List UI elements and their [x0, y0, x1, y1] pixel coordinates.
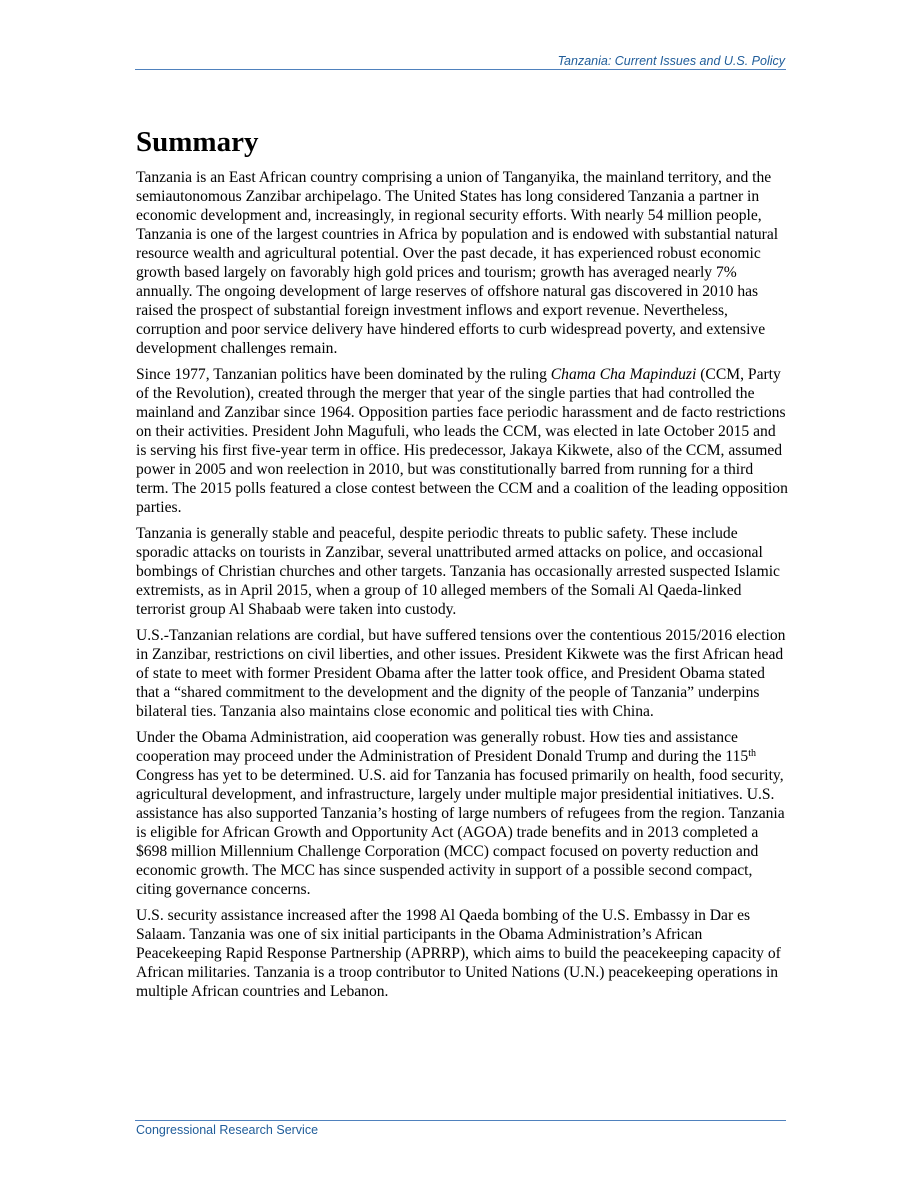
paragraph-politics: [136, 365, 788, 517]
header-rule: [135, 69, 786, 70]
section-heading: Summary: [136, 126, 259, 158]
running-header: Tanzania: Current Issues and U.S. Policy: [557, 54, 785, 68]
ordinal-superscript: th: [748, 748, 757, 759]
summary-section: [136, 124, 788, 1008]
paragraph-aid: [136, 728, 788, 899]
paragraph-security: Tanzania is generally stable and peaceful, despite periodic threats to public safety. These include sporadic attacks on tourists in Zanzibar, several unattributed armed attacks on police, and occasional bombings of Christian churches and other targets. Tanzania has occasionally arrested suspected Islamic extremists, as in April 2015, when a group of 10 alleged members of the Somali Al Qaeda-linked terrorist group Al Shabaab were taken into custody.: [136, 525, 780, 618]
footer-rule: [135, 1120, 786, 1121]
paragraph-text: (CCM, Party of the Revolution), created through the merger that year of the single parties that had controlled the mainland and Zanzibar since 1964. Opposition parties face periodic harassment and de facto restrictions on their activities. President John Magufuli, who leads the CCM, was elected in late October 2015 and is serving his first five-year term in office. His predecessor, Jakaya Kikwete, also of the CCM, assumed power in 2005 and won reelection in 2010, but was constitutionally barred from running for a third term. The 2015 polls featured a close contest between the CCM and a coalition of the leading opposition parties.: [136, 366, 788, 516]
party-name-italic: Chama Cha Mapinduzi: [550, 366, 697, 383]
paragraph-security-assistance: U.S. security assistance increased after the 1998 Al Qaeda bombing of the U.S. Embassy in Dar es Salaam. Tanzania was one of six initial participants in the Obama Administration’s African Peacekeeping Rapid Response Partnership (APRRP), which aims to build the peacekeeping capacity of African militaries. Tanzania is a troop contributor to United Nations (U.N.) peacekeeping operations in multiple African countries and Lebanon.: [136, 907, 781, 1000]
paragraph-relations: U.S.-Tanzanian relations are cordial, but have suffered tensions over the contentious 2015/2016 election in Zanzibar, restrictions on civil liberties, and other issues. President Kikwete was the first African head of state to meet with former President Obama after the latter took office, and President Obama stated that a “shared commitment to the development and the dignity of the people of Tanzania” underpins bilateral ties. Tanzania also maintains close economic and political ties with China.: [136, 627, 786, 720]
paragraph-text: Since 1977, Tanzanian politics have been dominated by the ruling: [136, 366, 551, 383]
running-footer: Congressional Research Service: [136, 1123, 319, 1137]
paragraph-text: Under the Obama Administration, aid cooperation was generally robust. How ties and assistance cooperation may proceed under the Administration of President Donald Trump and during the 115: [136, 729, 749, 765]
paragraph-text: Congress has yet to be determined. U.S. aid for Tanzania has focused primarily on health, food security, agricultural development, and infrastructure, largely under multiple major presidential initiatives. U.S. assistance has also supported Tanzania’s hosting of large numbers of refugees from the region. Tanzania is eligible for African Growth and Opportunity Act (AGOA) trade benefits and in 2013 completed a $698 million Millennium Challenge Corporation (MCC) compact focused on poverty reduction and economic growth. The MCC has since suspended activity in support of a possible second compact, citing governance concerns.: [136, 767, 785, 898]
paragraph-overview: Tanzania is an East African country comprising a union of Tanganyika, the mainland territory, and the semiautonomous Zanzibar archipelago. The United States has long considered Tanzania a partner in economic development and, increasingly, in regional security efforts. With nearly 54 million people, Tanzania is one of the largest countries in Africa by population and is endowed with substantial natural resource wealth and agricultural potential. Over the past decade, it has experienced robust economic growth based largely on favorably high gold prices and tourism; growth has averaged nearly 7% annually. The ongoing development of large reserves of offshore natural gas discovered in 2010 has raised the prospect of substantial foreign investment inflows and export revenue. Nevertheless, corruption and poor service delivery have hindered efforts to curb widespread poverty, and extensive development challenges remain.: [136, 169, 779, 357]
